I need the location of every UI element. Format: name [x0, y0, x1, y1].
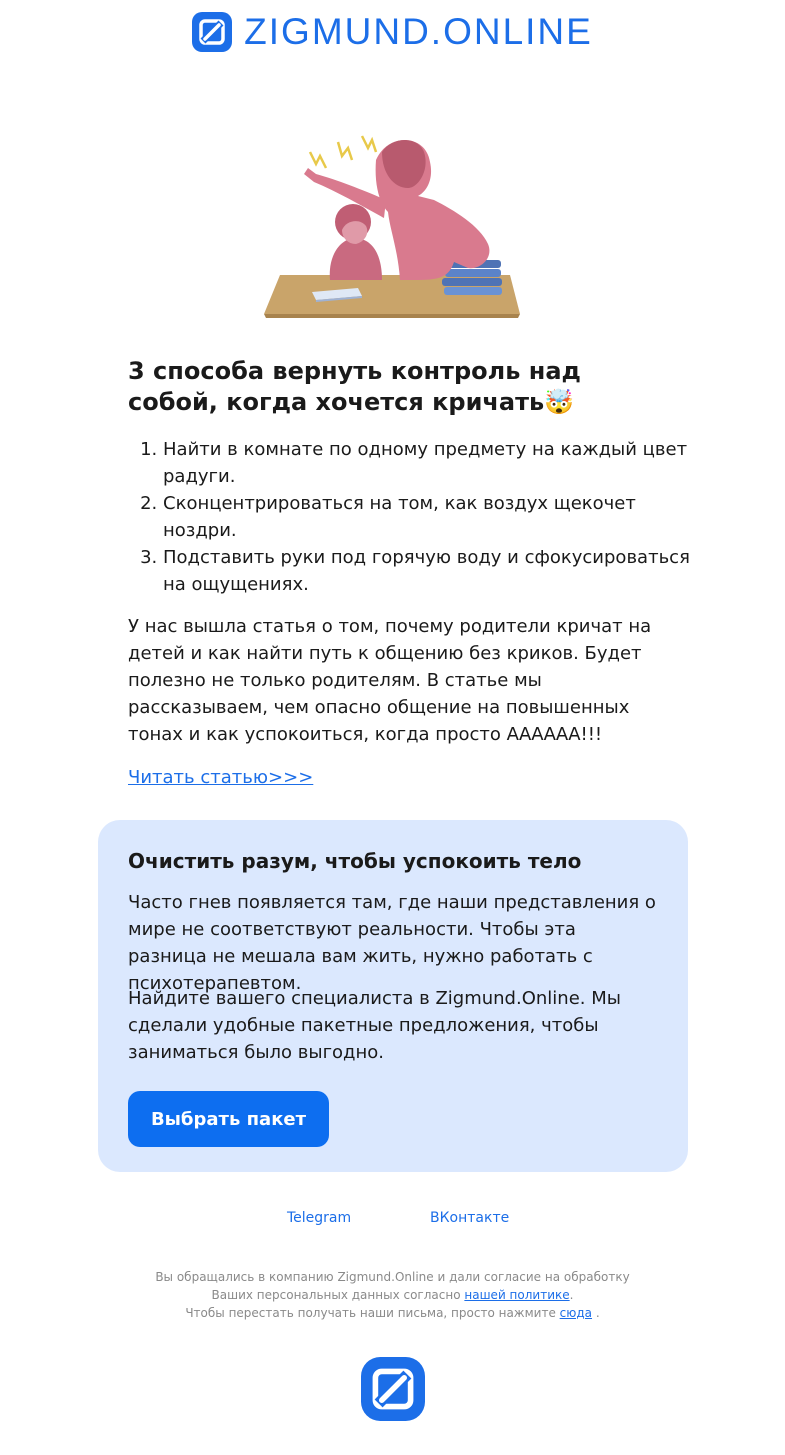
zigmund-logo-icon[interactable]: [192, 12, 232, 52]
card-paragraph: Часто гнев появляется там, где наши представления о мире не соответствуют реальности. Чтобы эта разница не мешала вам жить, нужно работать с психотерапевтом.: [128, 892, 656, 994]
vk-link[interactable]: ВКонтакте: [430, 1210, 510, 1226]
telegram-link[interactable]: Telegram: [287, 1210, 352, 1226]
list-item: 1. Найти в комнате по одному предмету на каждый цвет радуги.: [163, 436, 693, 490]
article-title: 3 способа вернуть контроль над собой, когда хочется кричать🤯: [128, 357, 581, 416]
read-article-link[interactable]: Читать статью>>>: [128, 767, 314, 788]
zigmund-logo-icon[interactable]: [361, 1357, 425, 1421]
list-item: 3. Подставить руки под горячую воду и сфокусироваться на ощущениях.: [163, 544, 693, 598]
card-title: Очистить разум, чтобы успокоить тело: [128, 849, 582, 873]
list-item: 2. Сконцентрироваться на том, как воздух щекочет ноздри.: [163, 490, 693, 544]
footer-text: Вы обращались в компанию Zigmund.Online и дали согласие на обработку Ваших персональных данных согласно нашей политике. Чтобы перестать получать наши письма, просто нажмите сюда .: [155, 1270, 630, 1320]
privacy-policy-link[interactable]: нашей политике: [464, 1288, 570, 1302]
header: [0, 10, 785, 54]
card-paragraph: Найдите вашего специалиста в Zigmund.Online. Мы сделали удобные пакетные предложения, чтобы заниматься было выгодно.: [128, 988, 621, 1063]
unsubscribe-link[interactable]: сюда: [559, 1306, 593, 1320]
article-intro: У нас вышла статья о том, почему родители кричат на детей и как найти путь к общению без криков. Будет полезно не только родителям. В статье мы рассказываем, чем опасно общение на повышенных тонах и как успокоиться, когда просто АААААА!!!: [128, 616, 652, 745]
hero-illustration: [258, 130, 526, 320]
choose-package-button[interactable]: Выбрать пакет: [128, 1091, 329, 1147]
brand-name[interactable]: ZIGMUND.ONLINE: [244, 11, 593, 52]
consent-text: Вы обращались в компанию Zigmund.Online и дали согласие на обработку Ваших персональных данных согласно: [155, 1270, 630, 1302]
unsubscribe-text: Чтобы перестать получать наши письма, просто нажмите: [185, 1306, 556, 1320]
steps-list: [128, 436, 693, 598]
